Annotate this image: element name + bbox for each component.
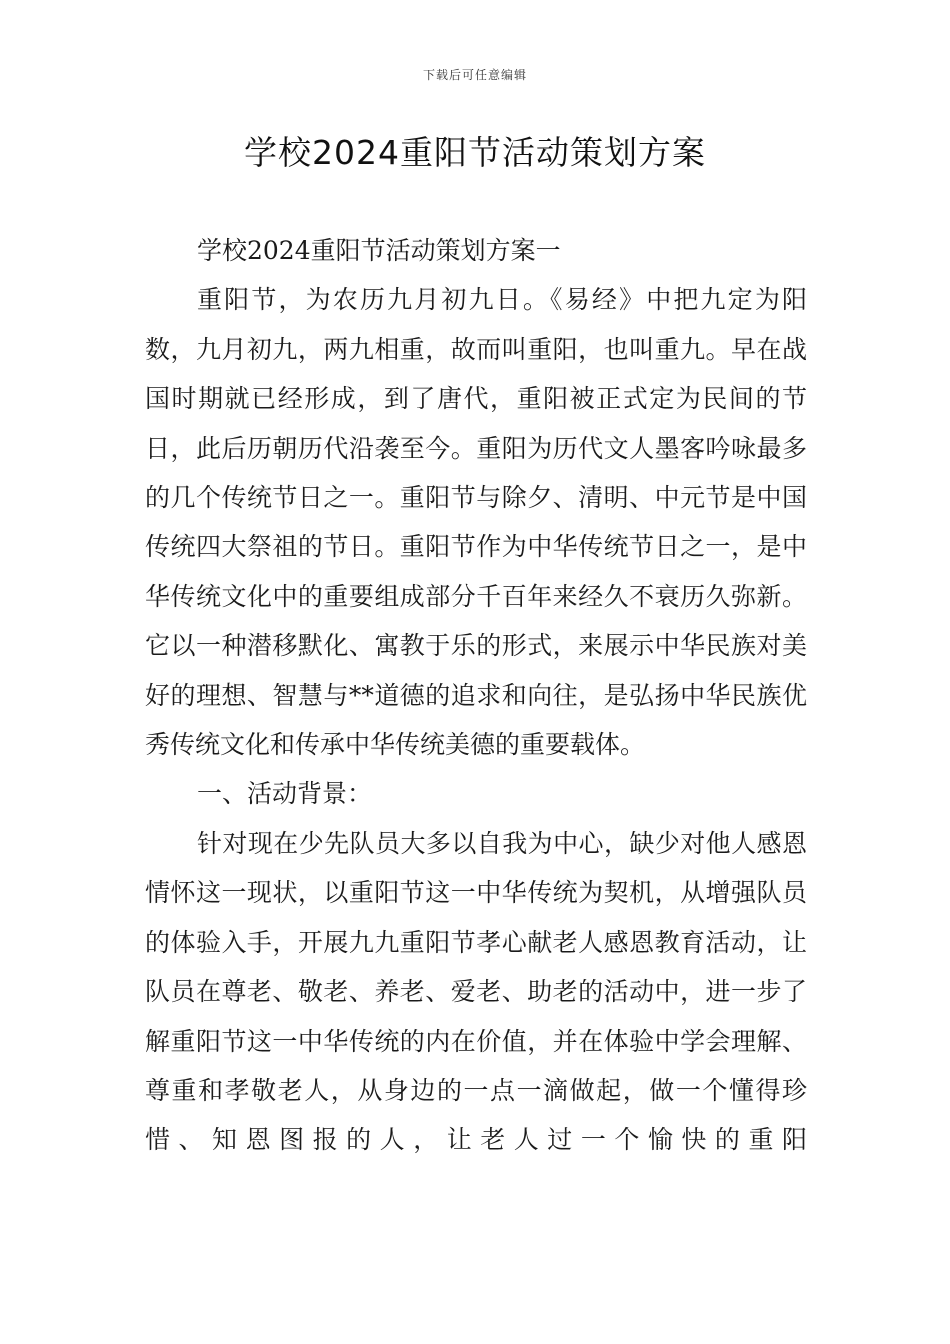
document-body [145,226,807,1165]
paragraph-background: 针对现在少先队员大多以自我为中心，缺少对他人感恩情怀这一现状，以重阳节这一中华传统为契机，从增强队员的体验入手，开展九九重阳节孝心献老人感恩教育活动，让队员在尊老、敬老、养老、爱老、助老的活动中，进一步了解重阳节这一中华传统的内在价值，并在体验中学会理解、尊重和孝敬老人，从身边的一点一滴做起，做一个懂得珍惜、知恩图报的人，让老人过一个愉快的重阳 [145,828,807,1155]
paragraph-intro: 重阳节，为农历九月初九日。《易经》中把九定为阳数，九月初九，两九相重，故而叫重阳，也叫重九。早在战国时期就已经形成，到了唐代，重阳被正式定为民间的节日，此后历朝历代沿袭至今。重阳为历代文人墨客吟咏最多的几个传统节日之一。重阳节与除夕、清明、中元节是中国传统四大祭祖的节日。重阳节作为中华传统节日之一，是中华传统文化中的重要组成部分千百年来经久不衰历久弥新。它以一种潜移默化、寓教于乐的形式，来展示中华民族对美好的理想、智慧与**道德的追求和向往，是弘扬中华民族优秀传统文化和传承中华传统美德的重要载体。 [145,285,807,760]
document-title: 学校2024重阳节活动策划方案 [244,133,706,172]
header-note: 下载后可任意编辑 [422,68,527,82]
section-title: 学校2024重阳节活动策划方案一 [197,236,561,265]
heading-background: 一、活动背景： [197,779,373,809]
